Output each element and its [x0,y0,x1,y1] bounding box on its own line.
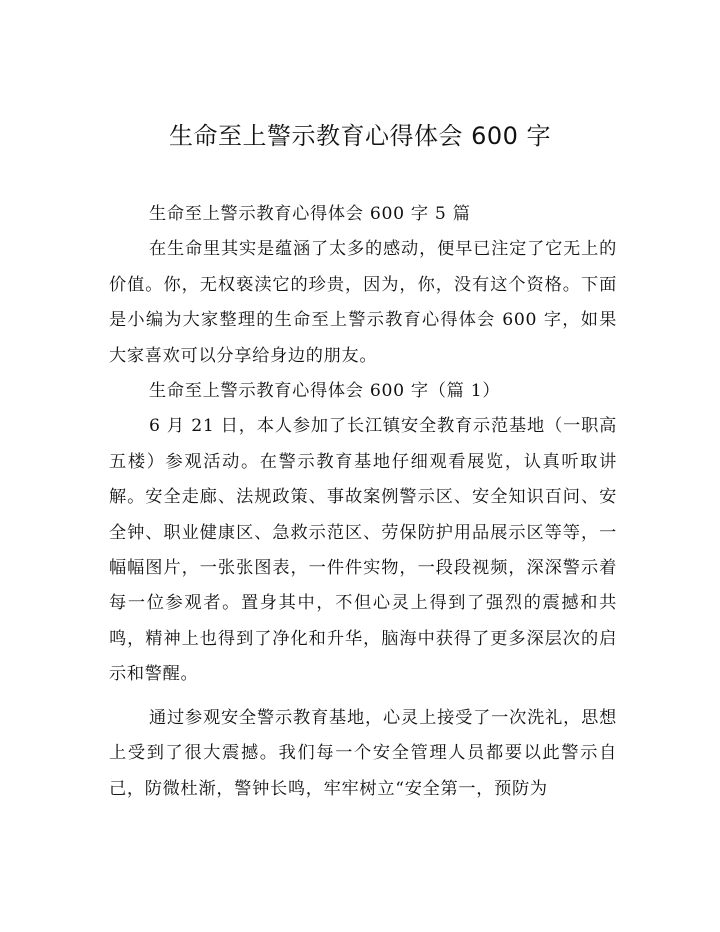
document-title: 生命至上警示教育心得体会 600 字 [168,122,552,150]
intro-paragraph: 在生命里其实是蕴涵了太多的感动，便早已注定了它无上的价值。你，无权亵渎它的珍贵，因为，你，没有这个资格。下面是小编为大家整理的生命至上警示教育心得体会 600 字，如果大家喜欢可以分享给身边的朋友。 [109,239,617,366]
document-body [109,197,617,807]
body-paragraph: 6 月 21 日，本人参加了长江镇安全教育示范基地（一职高五楼）参观活动。在警示教育基地仔细观看展览，认真听取讲解。安全走廊、法规政策、事故案例警示区、安全知识百问、安全钟、职业健康区、急救示范区、劳保防护用品展示区等等，一幅幅图片，一张张图表，一件件实物，一段段视频，深深警示着每一位参观者。置身其中，不但心灵上得到了强烈的震撼和共鸣，精神上也得到了净化和升华，脑海中获得了更多深层次的启示和警醒。 [109,416,617,685]
section-heading: 生命至上警示教育心得体会 600 字（篇 1） [149,381,501,402]
body-paragraph: 通过参观安全警示教育基地，心灵上接受了一次洗礼，思想上受到了很大震撼。我们每一个安全管理人员都要以此警示自己，防微杜渐，警钟长鸣，牢牢树立“安全第一，预防为 [109,707,617,799]
subtitle-paragraph: 生命至上警示教育心得体会 600 字 5 篇 [149,204,471,224]
